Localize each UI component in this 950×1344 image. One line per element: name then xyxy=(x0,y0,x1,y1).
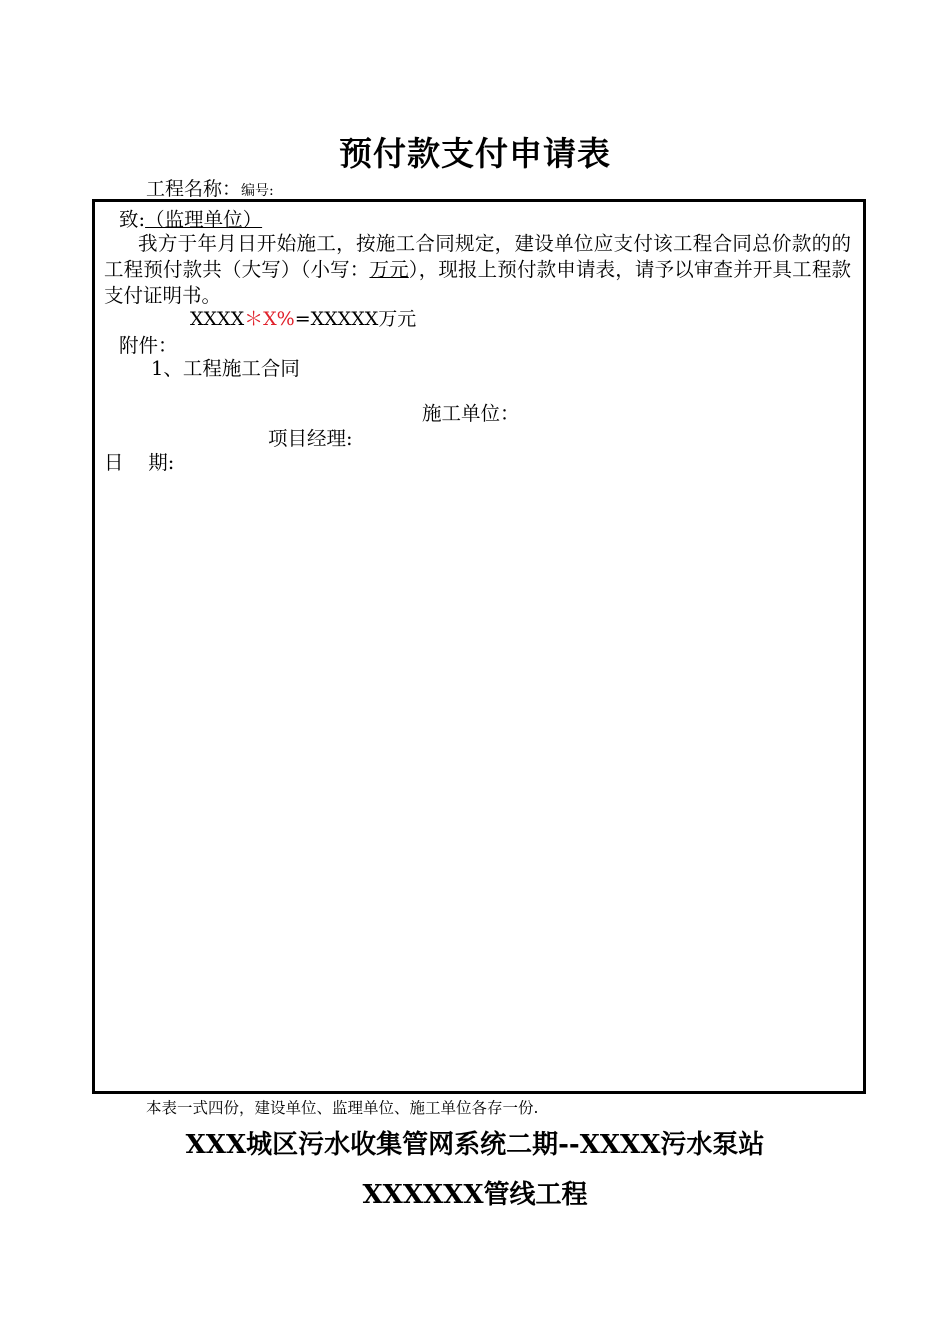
serial-number-label: 编号: xyxy=(241,183,274,199)
amount-unit: 万元 xyxy=(369,258,409,281)
request-paragraph xyxy=(104,231,851,309)
date-label: 日 期: xyxy=(104,451,175,474)
project-banner-line2: XXXXXX管线工程 xyxy=(362,1180,588,1210)
recipient-line xyxy=(119,204,262,232)
project-banner-line1: XXX城区污水收集管网系统二期--XXXX污水泵站 xyxy=(185,1130,765,1160)
project-name-label: 工程名称： xyxy=(146,178,242,200)
formula-result: =XXXXX万元 xyxy=(294,308,417,330)
contractor-label: 施工单位： xyxy=(422,402,520,425)
document-title: 预付款支付申请表 xyxy=(339,134,611,173)
formula-rate: ＊X% xyxy=(244,308,295,330)
attachment-item: 1、工程施工合同 xyxy=(151,357,300,380)
project-manager-label: 项目经理: xyxy=(268,427,353,450)
recipient-prefix: 致: xyxy=(119,208,146,231)
project-meta-line xyxy=(146,174,274,201)
amount-formula xyxy=(190,304,416,331)
recipient-name: （监理单位） xyxy=(145,208,263,231)
attachments-label: 附件： xyxy=(119,334,178,357)
request-text-part2: ），现报上预付款申请表，请予以审查并开具工程款支付证明书。 xyxy=(104,258,851,307)
request-text-part1: 我方于年月日开始施工，按施工合同规定，建设单位应支付该工程合同总价款的的工程预付款共（大写）（小写： xyxy=(104,232,851,281)
form-box xyxy=(92,199,866,1094)
formula-base: XXXX xyxy=(190,308,245,330)
copies-note: 本表一式四份，建设单位、监理单位、施工单位各存一份. xyxy=(146,1099,539,1117)
